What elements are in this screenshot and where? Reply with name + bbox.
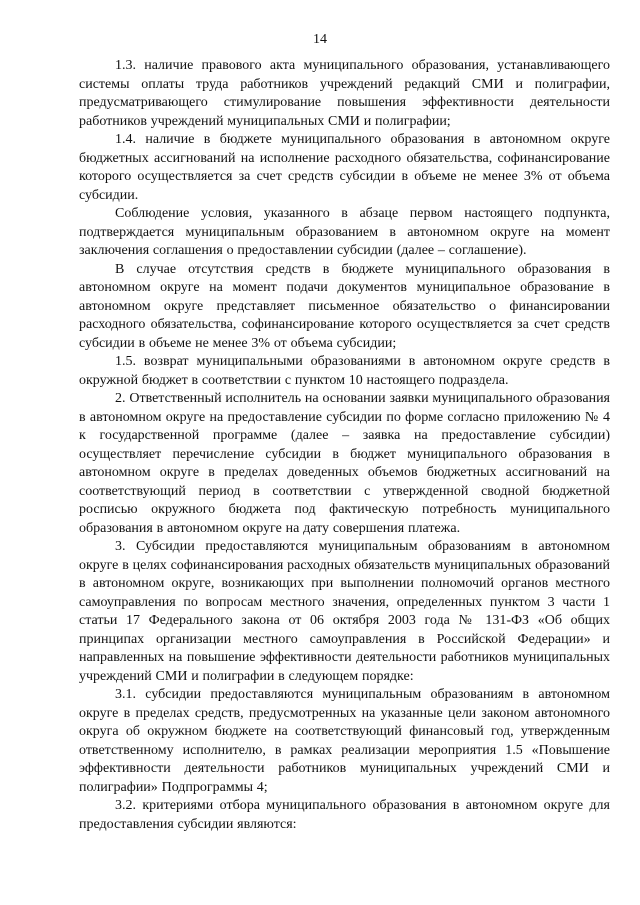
page-number: 14 <box>313 32 327 47</box>
paragraph-2: 2. Ответственный исполнитель на основании заявки муниципального образования в автономном округе на предоставление субсидии по форме согласно приложению № 4 к государственной программе (далее – заявка на предоставление субсидии) осуществляет перечисление субсидии в бюджет муниципального образования в автономном округе в пределах доведенных объемов бюджетных ассигнований на соответствующий период в соответствии с утвержденной сводной бюджетной росписью окружного бюджета под фактическую потребность муниципального образования в автономном округе на дату совершения платежа. <box>79 391 610 536</box>
paragraph-no-funds-case: В случае отсутствия средств в бюджете муниципального образования в автономном округе на момент подачи документов муниципальное образование в автономном округе представляет письменное обязательство о финансировании расходного обязательства, софинансирование которого осуществляется за счет средств субсидии в объеме не менее 3% от объема субсидии; <box>79 261 610 351</box>
paragraph-1-4: 1.4. наличие в бюджете муниципального образования в автономном округе бюджетных ассигнований на исполнение расходного обязательства, софинансирование которого осуществляется за счет средств субсидии в объеме не менее 3% от объема субсидии. <box>79 132 610 203</box>
paragraph-3-1: 3.1. субсидии предоставляются муниципальным образованиям в автономном округе в пределах средств, предусмотренных на указанные цели законом автономного округа об окружном бюджете на соответствующий финансовый год, утвержденным ответственному исполнителю, в рамках реализации мероприятия 1.5 «Повышение эффективности деятельности работников муниципальных учреждений СМИ и полиграфии» Подпрограммы 4; <box>79 687 610 795</box>
paragraph-condition-confirmation: Соблюдение условия, указанного в абзаце первом настоящего подпункта, подтверждается муниципальным образованием в автономном округе на момент заключения соглашения о предоставлении субсидии (далее – соглашение). <box>79 206 610 258</box>
paragraph-3-2: 3.2. критериями отбора муниципального образования в автономном округе для предоставления субсидии являются: <box>79 798 610 832</box>
paragraph-1-3: 1.3. наличие правового акта муниципального образования, устанавливающего системы оплаты труда работников учреждений редакций СМИ и полиграфии, предусматривающего стимулирование повышения эффективности деятельности работников учреждений муниципальных СМИ и полиграфии; <box>79 58 610 129</box>
paragraph-3: 3. Субсидии предоставляются муниципальным образованиям в автономном округе в целях софинансирования расходных обязательств муниципальных образований в автономном округе, возникающих при выполнении полномочий органов местного самоуправления по вопросам местного значения, определенных пунктом 3 части 1 статьи 17 Федерального закона от 06 октября 2003 года № 131-ФЗ «Об общих принципах организации местного самоуправления в Российской Федерации» и направленных на повышение эффективности деятельности работников муниципальных учреждений СМИ и полиграфии в следующем порядке: <box>79 539 610 684</box>
paragraph-1-5: 1.5. возврат муниципальными образованиями в автономном округе средств в окружной бюджет в соответствии с пунктом 10 настоящего подраздела. <box>79 354 610 388</box>
document-body <box>79 57 610 834</box>
